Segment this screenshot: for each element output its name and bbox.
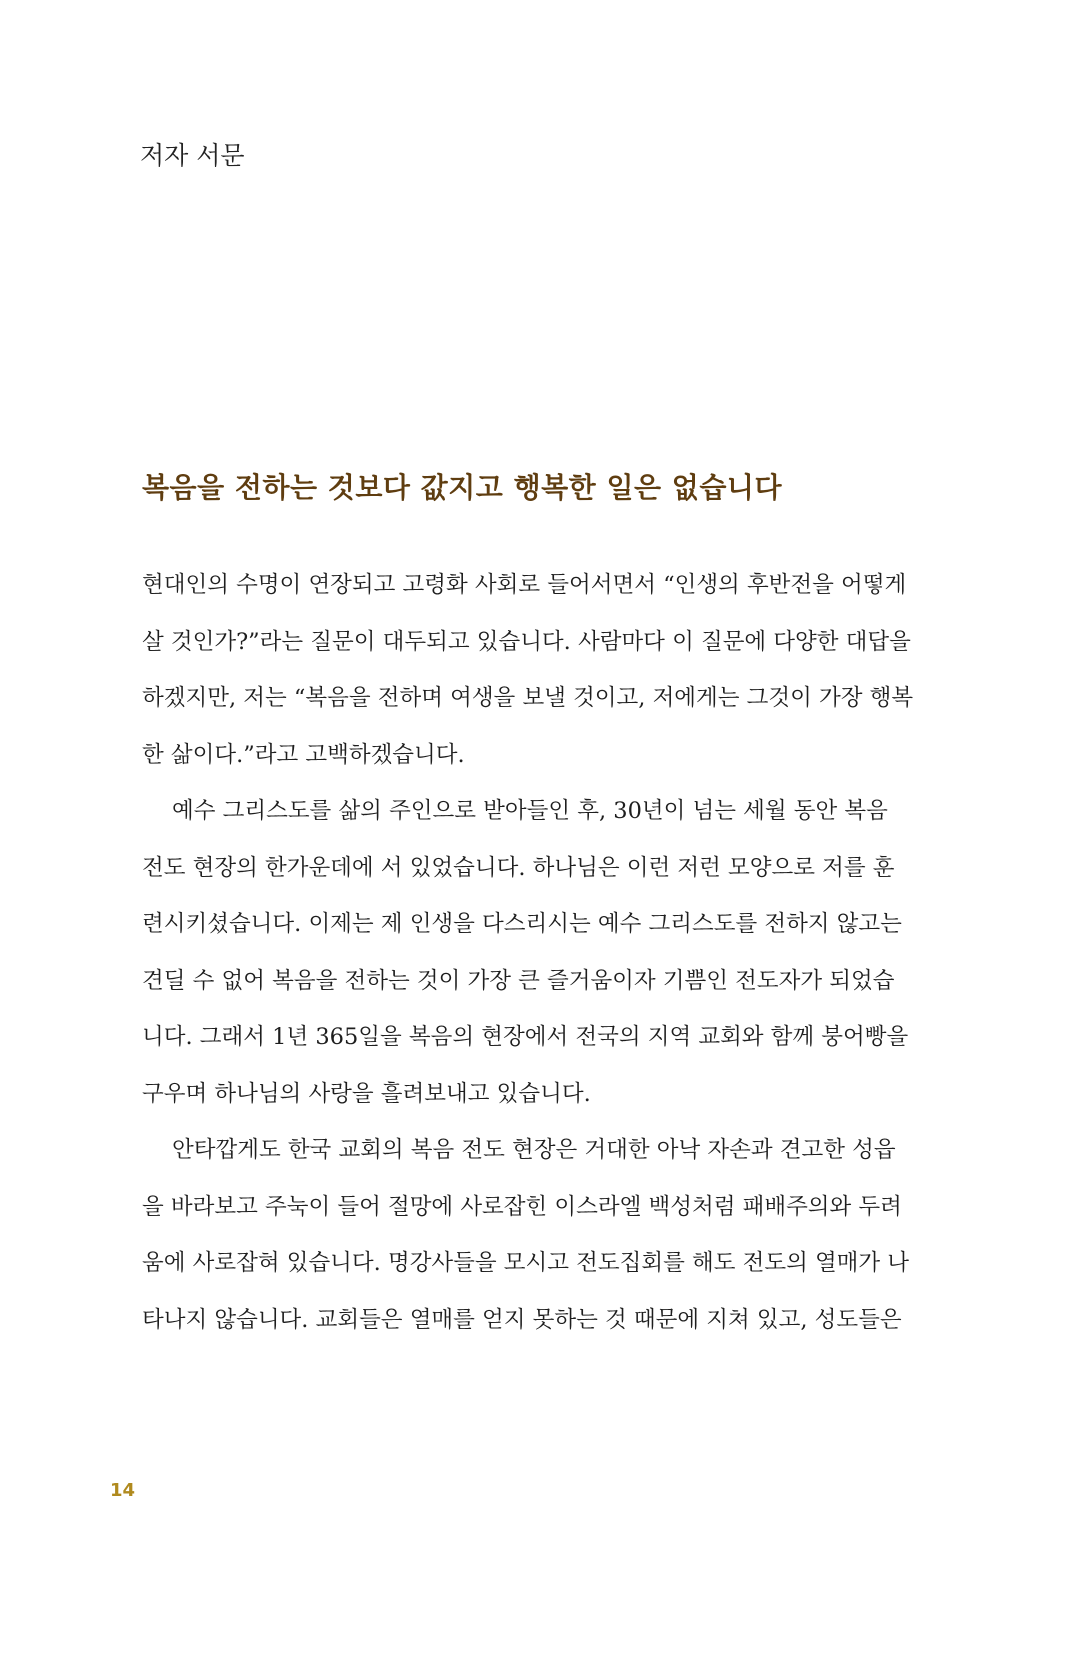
body-line: 타나지 않습니다. 교회들은 열매를 얻지 못하는 것 때문에 지쳐 있고, 성도들은 (142, 1306, 902, 1333)
body-text (142, 570, 922, 1361)
chapter-title: 복음을 전하는 것보다 값지고 행복한 일은 없습니다 (142, 471, 782, 504)
body-line: 전도 현장의 한가운데에 서 있었습니다. 하나님은 이런 저런 모양으로 저를 훈 (142, 854, 895, 881)
page-number: 14 (110, 1480, 136, 1501)
body-line: 안타깝게도 한국 교회의 복음 전도 현장은 거대한 아낙 자손과 견고한 성읍 (172, 1137, 896, 1163)
section-label: 저자 서문 (140, 141, 245, 170)
body-line: 예수 그리스도를 삶의 주인으로 받아들인 후, 30년이 넘는 세월 동안 복음 (172, 798, 888, 824)
body-line: 하겠지만, 저는 “복음을 전하며 여생을 보낼 것이고, 저에게는 그것이 가장 행복 (142, 685, 914, 711)
body-line: 니다. 그래서 1년 365일을 복음의 현장에서 전국의 지역 교회와 함께 붕어빵을 (142, 1024, 909, 1050)
body-line: 움에 사로잡혀 있습니다. 명강사들을 모시고 전도집회를 해도 전도의 열매가 나 (142, 1250, 910, 1276)
body-line: 련시키셨습니다. 이제는 제 인생을 다스리시는 예수 그리스도를 전하지 않고는 (142, 911, 902, 937)
body-line: 견딜 수 없어 복음을 전하는 것이 가장 큰 즐거움이자 기쁨인 전도자가 되었습 (142, 967, 895, 994)
body-line: 한 삶이다.”라고 고백하겠습니다. (142, 741, 465, 768)
body-line: 살 것인가?”라는 질문이 대두되고 있습니다. 사람마다 이 질문에 다양한 대답을 (142, 628, 911, 655)
body-line: 현대인의 수명이 연장되고 고령화 사회로 들어서면서 “인생의 후반전을 어떻게 (142, 572, 907, 598)
body-line: 을 바라보고 주눅이 들어 절망에 사로잡힌 이스라엘 백성처럼 패배주의와 두려 (142, 1193, 902, 1220)
body-line: 구우며 하나님의 사랑을 흘려보내고 있습니다. (142, 1080, 591, 1107)
